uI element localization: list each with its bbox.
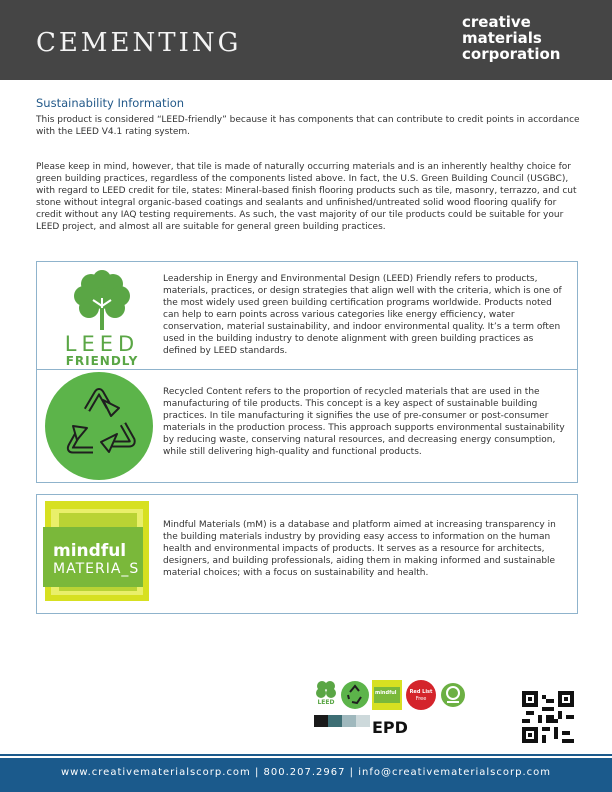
logo-line-3: corporation (462, 45, 561, 63)
materials-badge-word: MATERIA_S (53, 561, 140, 577)
mindful-badge-word: mindful (53, 541, 127, 561)
logo-line-2: materials (462, 29, 542, 47)
mindful-small-label: mindful (375, 690, 397, 696)
certification-badges (314, 680, 480, 740)
logo-line-1: creative (462, 13, 531, 31)
leed-small-badge (314, 680, 338, 710)
section-title: Sustainability Information (36, 96, 185, 110)
recycle-small-icon (340, 680, 370, 710)
mindful-materials-description: Mindful Materials (mM) is a database and platform aimed at increasing transparency in the building materials industry by providing easy access to information on the human health and environmental impacts of products. It serves as a resource for architects, designers, and building professionals, aiding them in making informed and sustainable material choices; with a focus on sustainability and health. (163, 520, 556, 578)
intro-paragraph: This product is considered “LEED-friendly” because it has components that can contribute to credit points in accordance with the LEED V4.1 rating system. (36, 115, 580, 137)
mindful-small-badge (372, 680, 402, 710)
leed-small-label: LEED (317, 699, 335, 706)
epd-label: EPD (372, 718, 408, 737)
page-title: CEMENTING (36, 28, 242, 58)
leed-friendly-badge (59, 270, 145, 366)
mindful-materials-info-box (36, 494, 578, 614)
clover-small-icon (314, 680, 338, 700)
leed-info-box (36, 261, 578, 371)
page-footer (0, 756, 612, 792)
qr-code-icon[interactable] (522, 691, 574, 743)
leed-description: Leadership in Energy and Environmental Design (LEED) Friendly refers to products, materials, practices, or design strategies that align well with the criteria, which is one of the most widely used green building certification programs worldwide. Products noted can help to earn points across various categories like energy efficiency, water conservation, material sustainability, and indoor environmental quality. It’s a term often used in the building industry to denote alignment with green building practices as defined by LEED standards. (163, 274, 562, 356)
greenguard-icon (440, 682, 466, 708)
red-list-free-label: Free (415, 696, 427, 702)
epd-color-bars (314, 715, 374, 727)
mindful-materials-badge (41, 499, 153, 603)
friendly-badge-word: FRIENDLY (65, 354, 139, 368)
red-list-free-badge (406, 680, 436, 710)
red-list-label: Red List (409, 689, 433, 695)
details-paragraph: Please keep in mind, however, that tile is made of naturally occurring materials and is an inherently healthy choice for green building practices, regardless of the components listed above. In fact, the U.S. Green Building Council (USGBC), with regard to LEED credit for tile, states: Mineral-based finish flooring products such as tile, masonry, terrazzo, and cut stone without integral organic-based coatings and sealants and unfinished/untreated solid wood flooring qualify for credit without any IAQ testing requirements. As such, the vast majority of our tile products could be suitable for your LEED project, and almost all are suitable for general green building practices. (36, 162, 577, 232)
clover-icon (71, 270, 133, 332)
page-header (0, 0, 612, 80)
leed-badge-word: LEED (64, 332, 140, 356)
footer-contact[interactable]: www.creativematerialscorp.com | 800.207.2967 | info@creativematerialscorp.com (61, 767, 551, 778)
recycled-description: Recycled Content refers to the proportion of recycled materials that are used in the manufacturing of tile products. This concept is a key aspect of sustainable building practices. In tile manufacturing it signifies the use of pre-consumer or post-consumer materials in the production process. This approach supports environmental sustainability by reducing waste, conserving natural resources, and decreasing energy consumption, while still delivering high-quality and functional products. (163, 387, 565, 457)
company-logo (462, 14, 592, 62)
recycle-icon (43, 370, 155, 482)
recycled-info-box (36, 369, 578, 483)
